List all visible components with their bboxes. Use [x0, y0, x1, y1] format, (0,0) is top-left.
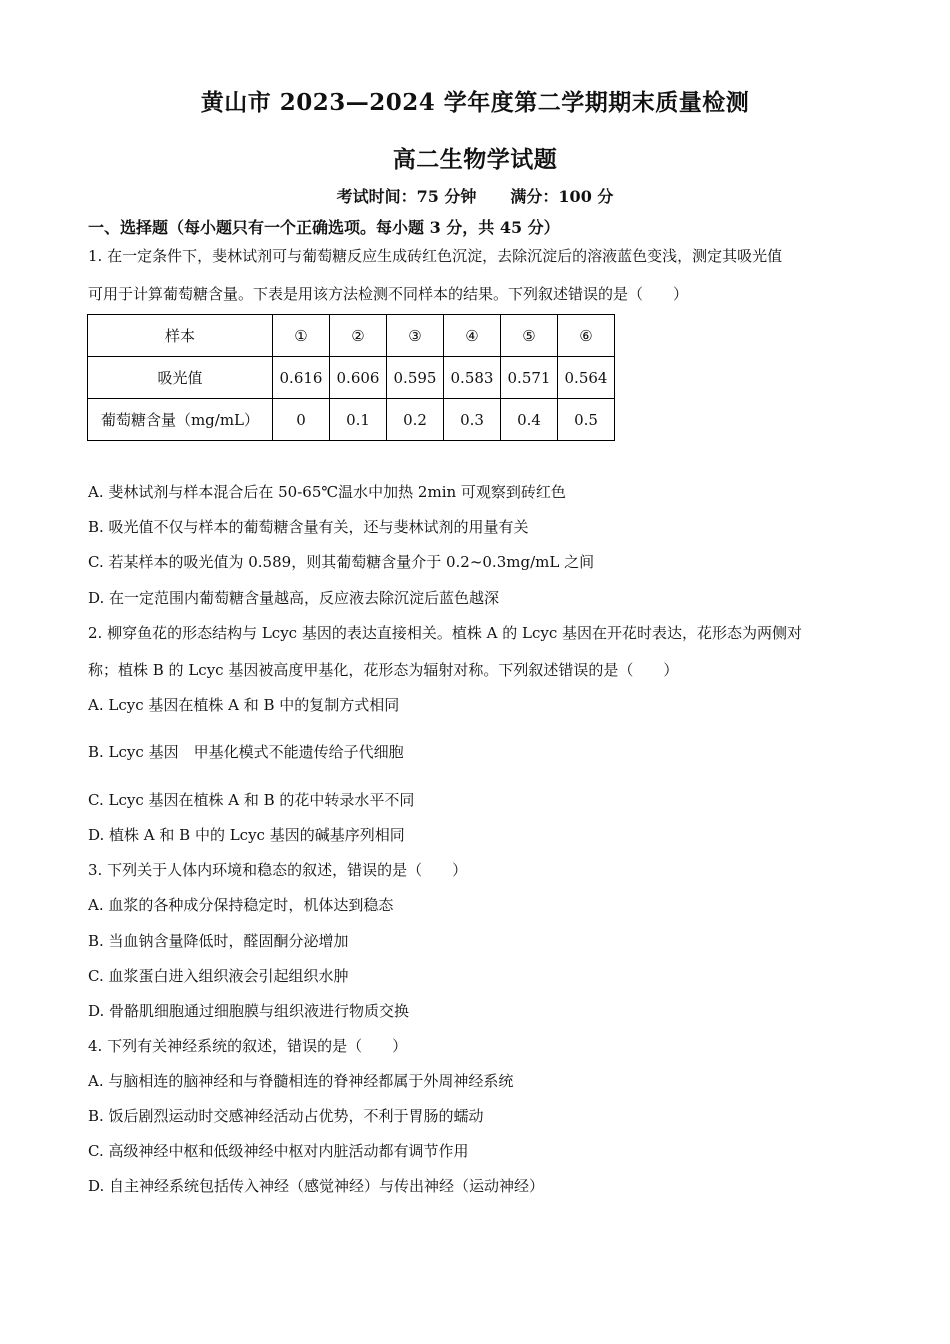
- q4-option-c: C. 高级神经中枢和低级神经中枢对内脏活动都有调节作用: [88, 1142, 469, 1160]
- q4-option-b: B. 饭后剧烈运动时交感神经活动占优势，不利于胃肠的蠕动: [88, 1107, 484, 1125]
- table-cell: ③: [387, 315, 444, 357]
- table-cell: 0.1: [330, 399, 387, 441]
- full-score: 满分：100 分: [510, 187, 614, 206]
- table-cell: 吸光值: [88, 357, 273, 399]
- table-cell: 0.3: [444, 399, 501, 441]
- q3-option-c: C. 血浆蛋白进入组织液会引起组织水肿: [88, 967, 349, 985]
- q1-stem-line2: 可用于计算葡萄糖含量。下表是用该方法检测不同样本的结果。下列叙述错误的是（ ）: [88, 285, 689, 303]
- table-cell: 0.583: [444, 357, 501, 399]
- exam-subtitle: 高二生物学试题: [392, 146, 558, 173]
- exam-meta: [0, 184, 950, 207]
- q2-option-b: B. Lcyc 基因 甲基化模式不能遗传给子代细胞: [88, 743, 404, 761]
- table-cell: ⑥: [558, 315, 615, 357]
- table-cell: 0.4: [501, 399, 558, 441]
- table-cell: 0.5: [558, 399, 615, 441]
- q1-option-d: D. 在一定范围内葡萄糖含量越高，反应液去除沉淀后蓝色越深: [88, 589, 500, 607]
- table-cell: 0: [273, 399, 330, 441]
- table-row: [88, 315, 615, 357]
- q3-option-a: A. 血浆的各种成分保持稳定时，机体达到稳态: [88, 896, 394, 914]
- q3-option-b: B. 当血钠含量降低时，醛固酮分泌增加: [88, 932, 349, 950]
- q1-stem-line1: 1. 在一定条件下，斐林试剂可与葡萄糖反应生成砖红色沉淀，去除沉淀后的溶液蓝色变浅，测定其吸光值: [88, 247, 783, 265]
- table-cell: 0.2: [387, 399, 444, 441]
- table-cell: 0.571: [501, 357, 558, 399]
- table-cell: ④: [444, 315, 501, 357]
- q4-option-a: A. 与脑相连的脑神经和与脊髓相连的脊神经都属于外周神经系统: [88, 1072, 514, 1090]
- table-cell: ⑤: [501, 315, 558, 357]
- q2-stem-line1: 2. 柳穿鱼花的形态结构与 Lcyc 基因的表达直接相关。植株 A 的 Lcyc 基因在开花时表达，花形态为两侧对: [88, 624, 802, 642]
- q3-option-d: D. 骨骼肌细胞通过细胞膜与组织液进行物质交换: [88, 1002, 410, 1020]
- table-row: [88, 399, 615, 441]
- q4-stem: 4. 下列有关神经系统的叙述，错误的是（ ）: [88, 1037, 408, 1055]
- table-cell: 0.606: [330, 357, 387, 399]
- q3-stem: 3. 下列关于人体内环境和稳态的叙述，错误的是（ ）: [88, 861, 468, 879]
- q1-option-b: B. 吸光值不仅与样本的葡萄糖含量有关，还与斐林试剂的用量有关: [88, 518, 529, 536]
- section-heading: 一、选择题（每小题只有一个正确选项。每小题 3 分，共 45 分）: [88, 218, 560, 237]
- table-cell: 0.595: [387, 357, 444, 399]
- table-cell: 0.616: [273, 357, 330, 399]
- table-cell: ①: [273, 315, 330, 357]
- exam-time: 考试时间：75 分钟: [336, 187, 477, 206]
- table-cell: 样本: [88, 315, 273, 357]
- q1-option-c: C. 若某样本的吸光值为 0.589，则其葡萄糖含量介于 0.2~0.3mg/mL 之间: [88, 553, 595, 571]
- q2-stem-line2: 称；植株 B 的 Lcyc 基因被高度甲基化，花形态为辐射对称。下列叙述错误的是（ ）: [88, 661, 679, 679]
- q2-option-d: D. 植株 A 和 B 中的 Lcyc 基因的碱基序列相同: [88, 826, 405, 844]
- table-cell: 0.564: [558, 357, 615, 399]
- q2-option-c: C. Lcyc 基因在植株 A 和 B 的花中转录水平不同: [88, 791, 415, 809]
- table-row: [88, 357, 615, 399]
- q1-data-table: [87, 314, 615, 441]
- q2-option-a: A. Lcyc 基因在植株 A 和 B 中的复制方式相同: [88, 696, 400, 714]
- table-cell: ②: [330, 315, 387, 357]
- table-cell: 葡萄糖含量（mg/mL）: [88, 399, 273, 441]
- exam-title: 黄山市 2023—2024 学年度第二学期期末质量检测: [200, 89, 750, 116]
- q4-option-d: D. 自主神经系统包括传入神经（感觉神经）与传出神经（运动神经）: [88, 1177, 545, 1195]
- q1-option-a: A. 斐林试剂与样本混合后在 50-65℃温水中加热 2min 可观察到砖红色: [88, 483, 566, 501]
